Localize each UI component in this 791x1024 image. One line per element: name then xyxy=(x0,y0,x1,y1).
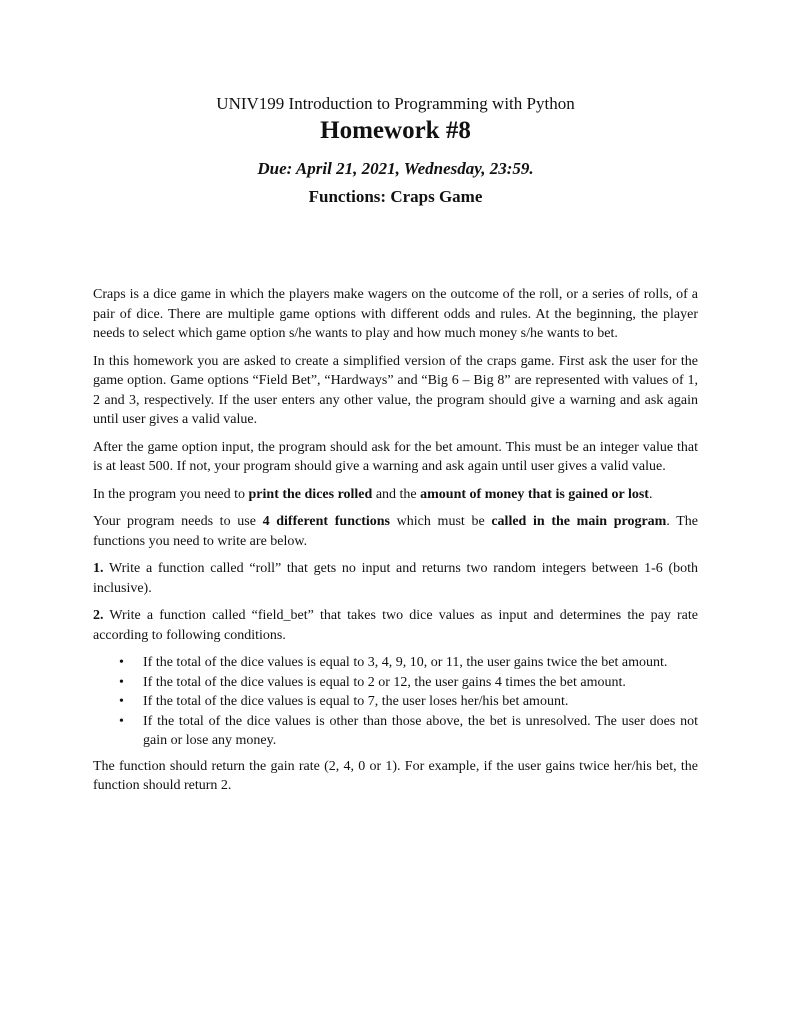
text-run: . xyxy=(648,486,653,502)
bet-amount-paragraph: After the game option input, the program should ask for the bet amount. This must be an integer value that is at least 500. If not, your program should give a warning and ask again until user gives a valid value. xyxy=(93,439,698,474)
bold-run: 4 different functions xyxy=(262,514,390,529)
list-item-text: If the total of the dice values is equal to 2 or 12, the user gains 4 times the bet amount. xyxy=(143,674,626,690)
homework-title: Homework #8 xyxy=(320,117,471,144)
conditions-list xyxy=(93,653,698,751)
bullet-icon: • xyxy=(119,694,124,709)
text-run: Your program needs to use xyxy=(93,514,263,529)
intro-paragraph: Craps is a dice game in which the players make wagers on the outcome of the roll, or a series of rolls, of a pair of dice. There are multiple game options with different odds and rules. At the beginning, the player needs to select which game option s/he wants to play and how much money s/he wants to bet. xyxy=(93,287,698,341)
text-run: which must be xyxy=(390,514,492,529)
item-text: Write a function called “roll” that gets no input and returns two random integers between 1-6 (both inclusive). xyxy=(93,561,698,596)
homework-topic: Functions: Craps Game xyxy=(308,187,483,206)
course-title: UNIV199 Introduction to Programming with Python xyxy=(216,94,575,113)
text-run: In the program you need to xyxy=(93,486,249,502)
bold-run: print the dices rolled xyxy=(248,486,373,502)
game-option-paragraph: In this homework you are asked to create a simplified version of the craps game. First ask the user for the game option. Game options “Field Bet”, “Hardways” and “Big 6 – Big 8” are represented with values of 1, 2 and 3, respectively. If the user enters any other value, the program should give a warning and ask again until user gives a valid value. xyxy=(93,353,698,427)
due-date: Due: April 21, 2021, Wednesday, 23:59. xyxy=(257,159,534,178)
text-run: . The functions you need to write are below. xyxy=(93,514,699,549)
output-requirement-paragraph xyxy=(93,485,698,505)
item-number: 2. xyxy=(93,608,104,623)
list-item xyxy=(119,673,698,693)
list-item-text: If the total of the dice values is other than those above, the bet is unresolved. The user does not gain or lose any money. xyxy=(143,713,698,748)
return-value-paragraph: The function should return the gain rate (2, 4, 0 or 1). For example, if the user gains twice her/his bet, the function should return 2. xyxy=(93,758,698,793)
list-item-text: If the total of the dice values is equal to 3, 4, 9, 10, or 11, the user gains twice the bet amount. xyxy=(143,655,668,670)
bullet-icon: • xyxy=(119,674,124,690)
bold-run: amount of money that is gained or lost xyxy=(420,486,649,502)
bullet-icon: • xyxy=(119,655,124,670)
list-item xyxy=(119,692,698,712)
list-item xyxy=(119,712,698,751)
functions-requirement-paragraph xyxy=(93,512,698,551)
list-item-text: If the total of the dice values is equal to 7, the user loses her/his bet amount. xyxy=(143,694,569,709)
text-run: and the xyxy=(372,486,421,502)
bullet-icon: • xyxy=(119,713,124,729)
item-number: 1. xyxy=(93,561,104,576)
field-bet-function-item xyxy=(93,606,698,645)
document-body xyxy=(93,285,698,804)
item-text: Write a function called “field_bet” that takes two dice values as input and determines the pay rate according to following conditions. xyxy=(93,608,698,643)
roll-function-item xyxy=(93,559,698,598)
document-header xyxy=(0,94,791,207)
list-item xyxy=(119,653,698,673)
bold-run: called in the main program xyxy=(491,514,667,529)
